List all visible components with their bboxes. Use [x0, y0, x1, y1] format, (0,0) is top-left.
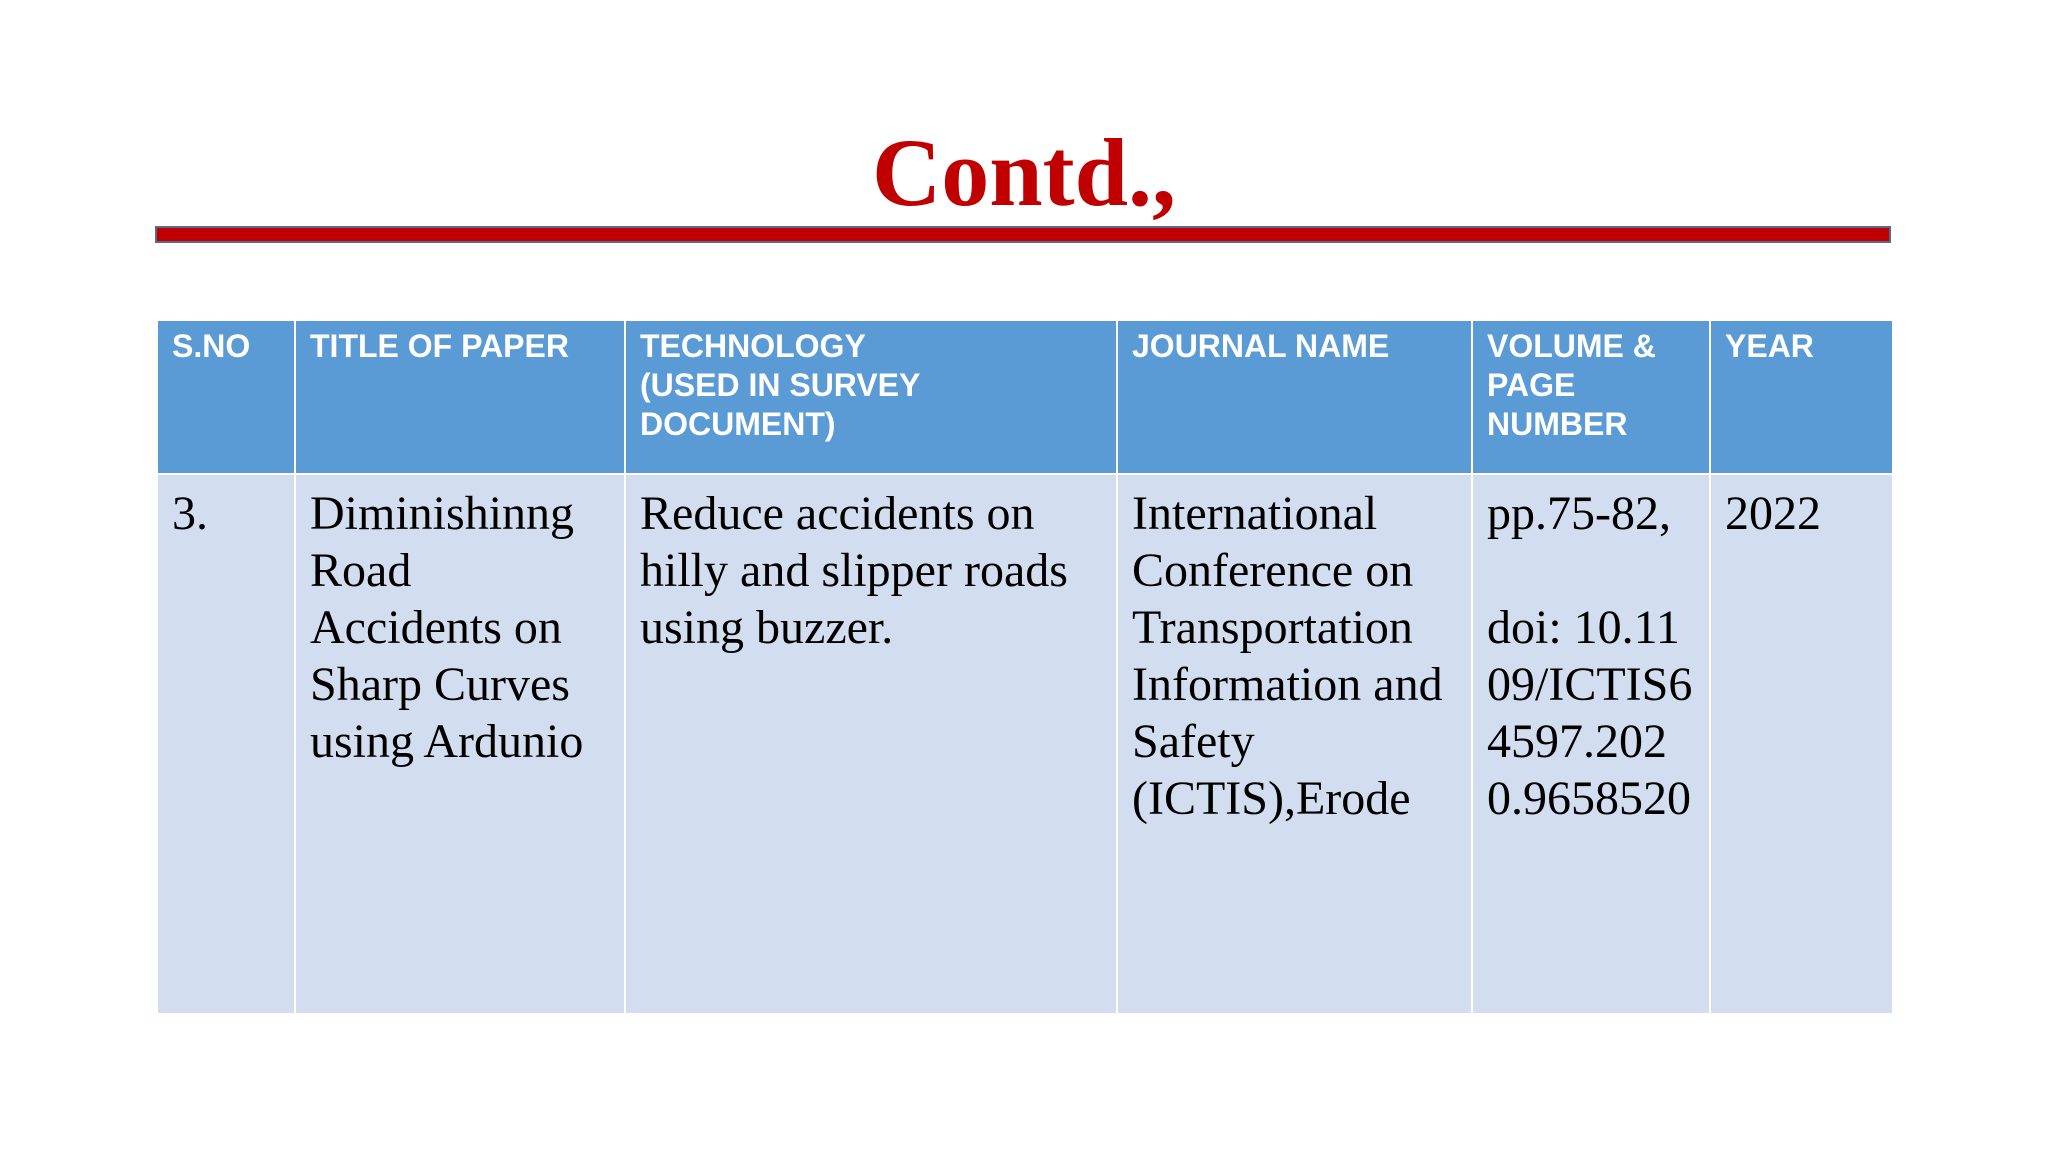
cell-title: Diminishinng Road Accidents on Sharp Curves using Ardunio	[295, 474, 625, 1014]
header-title: TITLE OF PAPER	[295, 320, 625, 474]
header-volume: VOLUME & PAGE NUMBER	[1472, 320, 1710, 474]
table-header-row	[157, 320, 1893, 474]
cell-technology: Reduce accidents on hilly and slipper roads using buzzer.	[625, 474, 1117, 1014]
survey-table	[156, 319, 1894, 1015]
header-year: YEAR	[1710, 320, 1893, 474]
cell-journal: International Conference on Transportation Information and Safety (ICTIS),Erode	[1117, 474, 1472, 1014]
header-sno: S.NO	[157, 320, 295, 474]
cell-volume: pp.75-82, doi: 10.1109/ICTIS64597.2020.9658520	[1472, 474, 1710, 1014]
slide-title: Contd.,	[871, 119, 1177, 226]
survey-table-container	[156, 319, 1892, 1015]
header-technology: TECHNOLOGY (USED IN SURVEY DOCUMENT)	[625, 320, 1117, 474]
header-journal: JOURNAL NAME	[1117, 320, 1472, 474]
title-underline	[155, 226, 1891, 243]
cell-year: 2022	[1710, 474, 1893, 1014]
cell-sno: 3.	[157, 474, 295, 1014]
table-row	[157, 474, 1893, 1014]
